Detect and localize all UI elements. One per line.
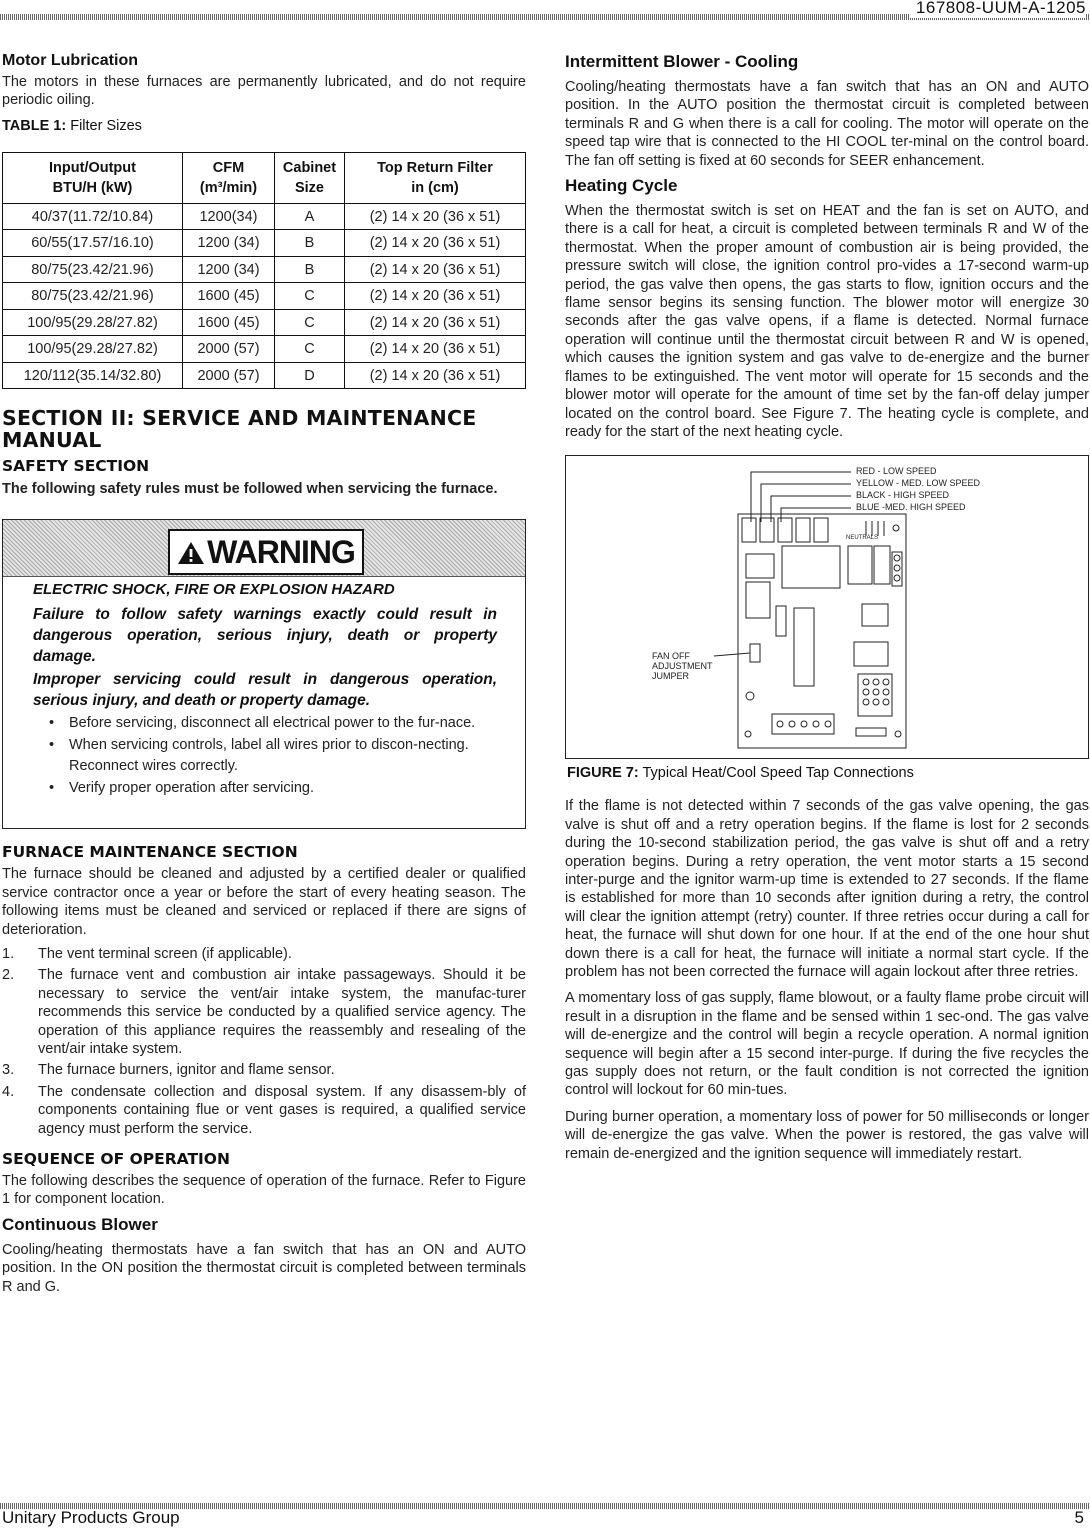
label-adjustment: ADJUSTMENT — [652, 661, 713, 672]
table-header-filter: Top Return Filter in (cm) — [345, 152, 526, 203]
continuous-blower-heading: Continuous Blower — [2, 1214, 158, 1234]
table-header-cfm: CFM (m³/min) — [183, 152, 275, 203]
list-item: 1. The vent terminal screen (if applicable). — [2, 945, 292, 962]
warning-box — [2, 519, 526, 829]
warning-para-2: Improper servicing could result in dangerous operation, serious injury, and death or property damage. — [33, 671, 497, 710]
table-row: 40/37(11.72/10.84) 1200(34) A (2) 14 x 20 (36 x 51) — [3, 203, 526, 230]
momentary-loss-text: A momentary loss of gas supply, flame blowout, or a faulty flame probe circuit will result in a disruption in the flame and be sensed within 1 sec-ond. The gas valve will de-energize and the control will begin a recycle operation. A normal ignition sequence will begin after a 15 second inter-purge. If during the five recycles the gas supply does not return, or the fault condition is not corrected the ignition control will lockout for 60 min-tues. — [565, 990, 1089, 1099]
heating-cycle-heading: Heating Cycle — [565, 176, 678, 196]
warning-badge-label: WARNING — [207, 534, 355, 571]
label-red-low-speed: RED - LOW SPEED — [856, 466, 937, 477]
document-id: 167808-UUM-A-1205 — [910, 0, 1086, 18]
label-neutrals: NEUTRALS — [846, 535, 879, 542]
section2-title: SECTION II: SERVICE AND MAINTENANCE MANUAL — [2, 406, 477, 453]
sequence-heading: SEQUENCE OF OPERATION — [2, 1150, 230, 1168]
furnace-maintenance-intro: The furnace should be cleaned and adjusted by a certified dealer or qualified service contractor once a year or before the start of every heating season. The following items must be cleaned and serviced or replaced if there are signs of deterioration. — [2, 866, 526, 938]
table-row: 100/95(29.28/27.82) 2000 (57) C (2) 14 x 20 (36 x 51) — [3, 336, 526, 363]
list-item: • Before servicing, disconnect all electrical power to the fur-nace. — [69, 713, 497, 735]
figure7-caption-label: FIGURE 7: — [567, 765, 639, 782]
right-column — [565, 50, 1089, 1167]
table1-caption — [2, 118, 526, 134]
furnace-maintenance-heading: FURNACE MAINTENANCE SECTION — [2, 843, 298, 862]
table-header-cabinet: Cabinet Size — [275, 152, 345, 203]
list-item: • Verify proper operation after servicing. — [69, 778, 497, 800]
table-row: 80/75(23.42/21.96) 1200 (34) B (2) 14 x 20 (36 x 51) — [3, 256, 526, 283]
footer-company: Unitary Products Group — [2, 1508, 180, 1527]
table1-caption-text: Filter Sizes — [66, 117, 142, 134]
sequence-text: The following describes the sequence of operation of the furnace. Refer to Figure 1 for component location. — [2, 1173, 526, 1208]
table-row: 120/112(35.14/32.80) 2000 (57) D (2) 14 x 20 (36 x 51) — [3, 362, 526, 389]
safety-section-heading: SAFETY SECTION — [2, 457, 150, 476]
warning-para-1: Failure to follow safety warnings exactly could result in dangerous operation, serious injury, death or property damage. — [33, 606, 497, 666]
table1-caption-label: TABLE 1: — [2, 117, 67, 134]
list-item: • When servicing controls, label all wires prior to discon-necting. Reconnect wires correctly. — [69, 735, 497, 778]
list-item: 4. The condensate collection and disposal system. If any disassem-bly of components containing flue or vent gases is required, a qualified service agency must perform the service. — [2, 1083, 526, 1137]
list-item: 2. The furnace vent and combustion air intake passageways. Should it be necessary to service the vent/air intake system, the manufac-turer recommends this service be conducted by a qualified service agency. The operation of this appliance requires the reassembly and resealing of the vent/air intake system. — [2, 967, 526, 1057]
motor-lubrication-text: The motors in these furnaces are permanently lubricated, and do not require periodic oiling. — [2, 74, 526, 109]
warning-bullet-list — [33, 713, 497, 799]
figure7-caption-text: Typical Heat/Cool Speed Tap Connections — [638, 765, 914, 782]
label-fan-off: FAN OFF — [652, 651, 690, 662]
label-blue-med-high-speed: BLUE -MED. HIGH SPEED — [856, 502, 966, 513]
warning-triangle-icon — [177, 541, 205, 565]
list-item: 3. The furnace burners, ignitor and flame sensor. — [2, 1062, 335, 1079]
table-row: 100/95(29.28/27.82) 1600 (45) C (2) 14 x 20 (36 x 51) — [3, 309, 526, 336]
warning-badge — [168, 529, 364, 575]
warning-body — [3, 581, 525, 799]
maintenance-list — [2, 945, 526, 1138]
heating-cycle-text: When the thermostat switch is set on HEAT and the fan is set on AUTO, and there is a call for heat, a circuit is completed between terminals R and W of the thermostat. When the proper amount of combustion air is being provided, the pressure switch will close, the ignition control pro-vides a 17-second warm-up period, the gas valve then opens, the gas starts to flow, ignition occurs and the flame sensor begins its sensing function. The blower motor will energize 30 seconds after the gas valve opens, if a flame is detected. Normal furnace operation will continue until the thermostat circuit between R and W is opened, which causes the ignition system and gas valve to de-energize and the burner flames to be extinguished. The vent motor will operate for 15 seconds and the blower motor will operate for the amount of time set by the fan-off delay jumper located on the control board. See Figure 7. The heating cycle is complete, and ready for the start of the next heating cycle. — [565, 203, 1089, 440]
filter-sizes-table — [2, 152, 526, 390]
label-black-high-speed: BLACK - HIGH SPEED — [856, 490, 950, 501]
warning-title: ELECTRIC SHOCK, FIRE OR EXPLOSION HAZARD — [33, 581, 395, 599]
table-row: 80/75(23.42/21.96) 1600 (45) C (2) 14 x 20 (36 x 51) — [3, 283, 526, 310]
flame-detection-text: If the flame is not detected within 7 seconds of the gas valve opening, the gas valve is shut off and a retry operation begins. If the flame is lost for 2 seconds during the 10-second stabilization period, the gas valve is shut off and a retry operation begins. During a retry operation, the vent motor starts a 15 second inter-purge and the ignitor warm-up time is extended to 27 seconds. If the flame is established for more than 10 seconds after ignition during a retry, the control will clear the ignition attempt (retry) counter. If three retries occur during a call for heat, the furnace will shut down for one hour. If at the end of the one hour shut down there is a call for heat, the furnace will initiate a normal start cycle. If the problem has not been corrected the furnace will again lockout after three retries. — [565, 798, 1089, 980]
intermittent-blower-heading: Intermittent Blower - Cooling — [565, 52, 799, 71]
label-jumper: JUMPER — [652, 671, 690, 682]
control-board-drawing — [566, 456, 1088, 758]
table-header-row — [3, 152, 526, 203]
continuous-blower-text: Cooling/heating thermostats have a fan switch that has an ON and AUTO position. In the ON position the thermostat circuit is completed between terminals R and G. — [2, 1241, 526, 1295]
footer-page-number: 5 — [1074, 1508, 1084, 1527]
label-yellow-med-low-speed: YELLOW - MED. LOW SPEED — [856, 478, 981, 489]
left-column — [2, 50, 526, 1300]
figure7-caption — [567, 765, 1089, 781]
burner-operation-text: During burner operation, a momentary loss of power for 50 milliseconds or longer will de-energize the gas valve. When the power is restored, the gas valve will remain de-energized and the ignition sequence will immediately restart. — [565, 1108, 1089, 1162]
table-header-input-output: Input/Output BTU/H (kW) — [3, 152, 183, 203]
intermittent-blower-text: Cooling/heating thermostats have a fan switch that has an ON and AUTO position. In the AUTO position the thermostat circuit is completed between terminals R and G when there is a call for cooling. The motor will operate on the speed tap wire that is connected to the HI COOL ter-minal on the control board. The fan off setting is fixed at 60 seconds for SEER enhancement. — [565, 79, 1089, 169]
motor-lubrication-heading: Motor Lubrication — [2, 52, 138, 69]
figure7-diagram — [565, 455, 1089, 759]
safety-lead: The following safety rules must be followed when servicing the furnace. — [2, 481, 498, 498]
table-row: 60/55(17.57/16.10) 1200 (34) B (2) 14 x 20 (36 x 51) — [3, 230, 526, 257]
warning-band — [3, 520, 525, 577]
